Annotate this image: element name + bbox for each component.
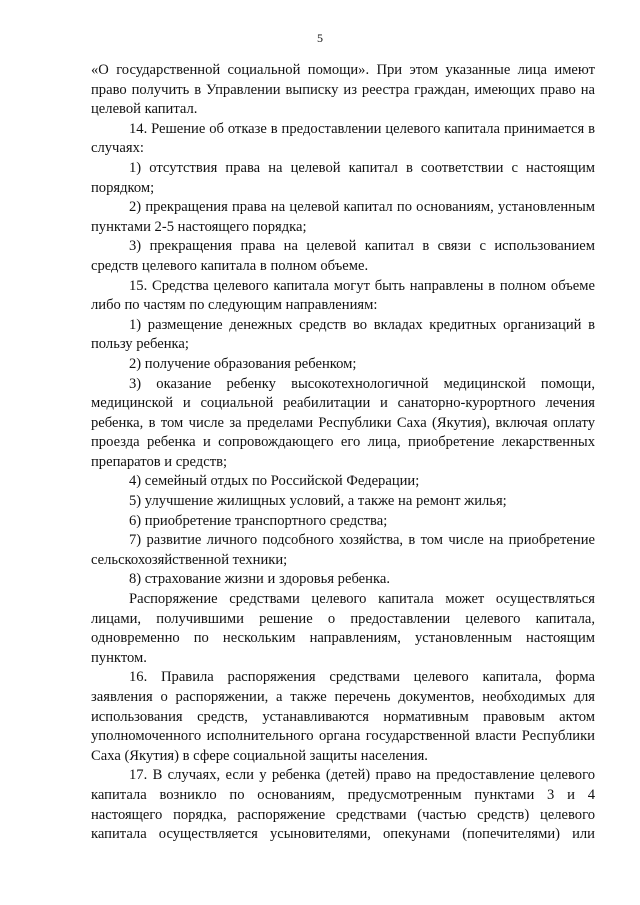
paragraph-item-15-8: 8) страхование жизни и здоровья ребенка. (129, 571, 390, 588)
paragraph-item-15-7: 7) развитие личного подсобного хозяйства, в том числе на приобретение сельскохозяйственной техники; (91, 532, 595, 568)
paragraph-item-14-3: 3) прекращения права на целевой капитал в связи с использованием средств целевого капитала в полном объеме. (91, 238, 595, 274)
paragraph-item-15: 15. Средства целевого капитала могут быть направлены в полном объеме либо по частям по следующим направлениям: (91, 277, 595, 314)
paragraph-item-14-2: 2) прекращения права на целевой капитал по основаниям, установленным пунктами 2-5 настоящего порядка; (91, 199, 595, 235)
paragraph-item-15-note: Распоряжение средствами целевого капитала может осуществляться лицами, получившими решение о предоставлении целевого капитала, одновременно по нескольким направлениям, установленным настоящим пунктом. (91, 591, 595, 666)
paragraph-item-14: 14. Решение об отказе в предоставлении целевого капитала принимается в случаях: (91, 120, 595, 157)
paragraph-item-15-6: 6) приобретение транспортного средства; (129, 512, 388, 529)
paragraph-item-15-3: 3) оказание ребенку высокотехнологичной медицинской помощи, медицинской и социальной реабилитации и санаторно-курортного лечения ребенка, в том числе за пределами Республики Саха (Якутия), включая оплату проезда ребенка и сопровождающего его лица, приобретение лекарственных препаратов и средств; (91, 375, 595, 470)
paragraph-item-17: 17. В случаях, если у ребенка (детей) право на предоставление целевого капитала возникло по основаниям, предусмотренным пунктами 3 и 4 настоящего порядка, распоряжение средствами (частью средств) целевого капитала осуществляется усыновителями, опекунами (попечителями) или (91, 767, 595, 843)
paragraph-item-15-2: 2) получение образования ребенком; (129, 355, 357, 372)
paragraph-continuation: «О государственной социальной помощи». При этом указанные лица имеют право получить в Управлении выписку из реестра граждан, имеющих право на целевой капитал. (91, 62, 595, 118)
paragraph-item-15-5: 5) улучшение жилищных условий, а также на ремонт жилья; (129, 493, 507, 510)
paragraph-item-15-1: 1) размещение денежных средств во вкладах кредитных организаций в пользу ребенка; (91, 316, 595, 353)
document-body (91, 61, 595, 845)
page-number: 5 (317, 31, 323, 45)
paragraph-item-16: 16. Правила распоряжения средствами целевого капитала, форма заявления о распоряжении, а также перечень документов, необходимых для использования средств, устанавливаются нормативным правовым актом уполномоченного исполнительного органа государственной власти Республики Саха (Якутия) в сфере социальной защиты населения. (91, 669, 595, 764)
paragraph-item-15-4: 4) семейный отдых по Российской Федерации; (129, 473, 420, 490)
paragraph-item-14-1: 1) отсутствия права на целевой капитал в соответствии с настоящим порядком; (91, 159, 595, 196)
